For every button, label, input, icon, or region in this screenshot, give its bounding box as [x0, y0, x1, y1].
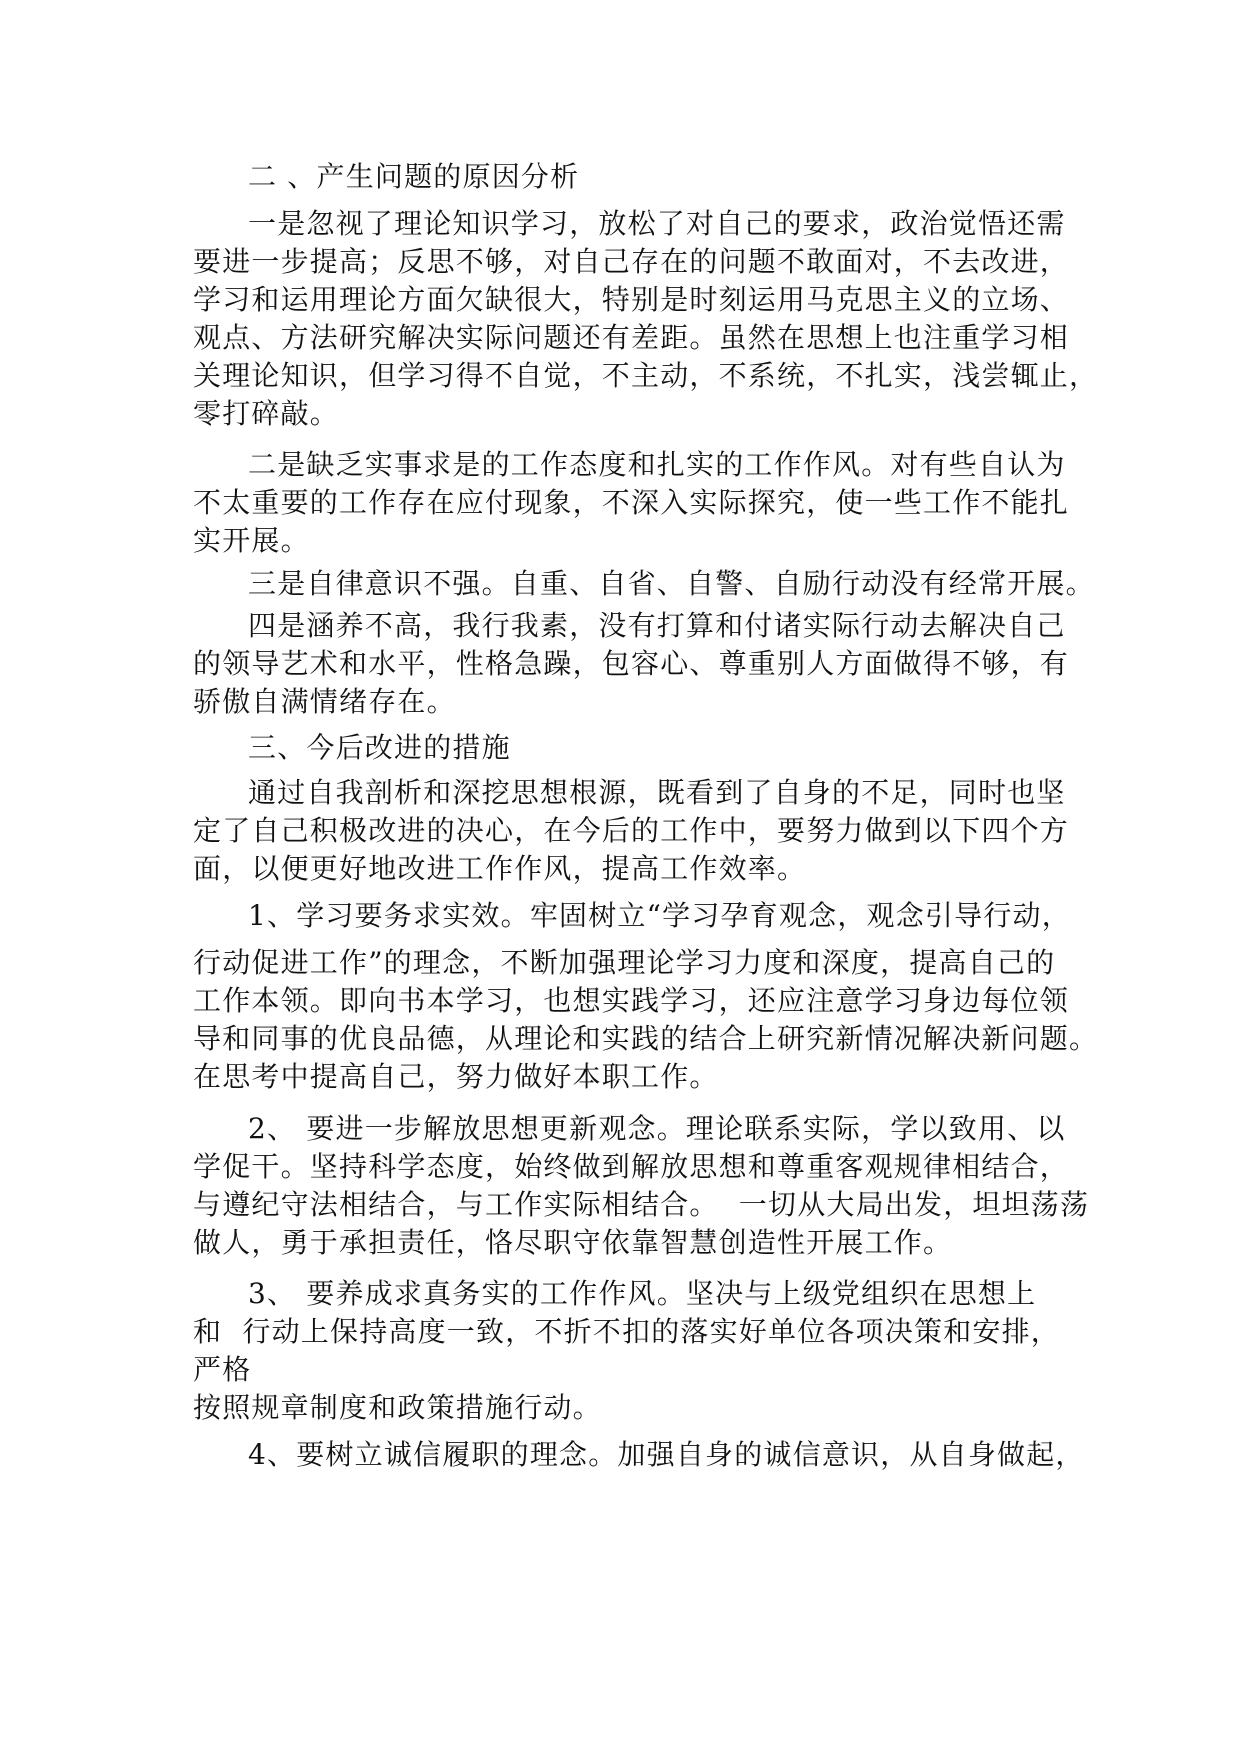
paragraph-line: 要进一步提高；反思不够，对自己存在的问题不敢面对，不去改进， [193, 245, 1070, 278]
paragraph-line: 按照规章制度和政策措施行动。 [193, 1391, 602, 1424]
section-heading-measures: 三、今后改进的措施 [248, 731, 511, 764]
paragraph-line: 学促干。坚持科学态度，始终做到解放思想和尊重客观规律相结合， [193, 1150, 1070, 1183]
paragraph-line: 学习和运用理论方面欠缺很大，特别是时刻运用马克思主义的立场、 [193, 283, 1070, 316]
paragraph-line: 3、 要养成求真务实的工作作风。坚决与上级党组织在思想上 [248, 1277, 1037, 1310]
paragraph-line: 定了自己积极改进的决心，在今后的工作中，要努力做到以下四个方 [193, 814, 1070, 847]
paragraph-line: 的领导艺术和水平，性格急躁，包容心、尊重别人方面做得不够，有 [193, 647, 1070, 680]
paragraph-line: 导和同事的优良品德，从理论和实践的结合上研究新情况解决新问题。 [193, 1022, 1099, 1055]
paragraph-line: 在思考中提高自己，努力做好本职工作。 [193, 1060, 719, 1093]
paragraph-line: 不太重要的工作存在应付现象，不深入实际探究，使一些工作不能扎 [193, 486, 1070, 519]
paragraph-line: 工作本领。即向书本学习，也想实践学习，还应注意学习身边每位领 [193, 984, 1070, 1017]
paragraph-line: 严格 [193, 1353, 252, 1386]
paragraph-line: 1、学习要务求实效。牢固树立“学习孕育观念，观念引导行动， [248, 899, 1071, 932]
paragraph-line: 做人，勇于承担责任，恪尽职守依靠智慧创造性开展工作。 [193, 1226, 953, 1259]
paragraph-line: 三是自律意识不强。自重、自省、自警、自励行动没有经常开展。 [248, 567, 1095, 600]
paragraph-line: 观点、方法研究解决实际问题还有差距。虽然在思想上也注重学习相 [193, 321, 1070, 354]
section-heading-causes: 二 、产生问题的原因分析 [248, 160, 580, 193]
paragraph-line: 实开展。 [193, 524, 310, 557]
paragraph-line: 和 行动上保持高度一致，不折不扣的落实好单位各项决策和安排， [193, 1315, 1061, 1348]
paragraph-line: 零打碎敲。 [193, 397, 340, 430]
paragraph-line: 与遵纪守法相结合，与工作实际相结合。 一切从大局出发，坦坦荡荡 [193, 1188, 1090, 1221]
paragraph-line: 四是涵养不高，我行我素，没有打算和付诸实际行动去解决自己 [248, 609, 1066, 642]
paragraph-line: 通过自我剖析和深挖思想根源，既看到了自身的不足，同时也坚 [248, 776, 1066, 809]
paragraph-line: 关理论知识，但学习得不自觉，不主动，不系统，不扎实，浅尝辄止， [193, 359, 1099, 392]
paragraph-line: 骄傲自满情绪存在。 [193, 685, 456, 718]
paragraph-line: 4、要树立诚信履职的理念。加强自身的诚信意识，从自身做起， [248, 1438, 1085, 1471]
paragraph-line: 2、 要进一步解放思想更新观念。理论联系实际，学以致用、以 [248, 1112, 1066, 1145]
paragraph-line: 行动促进工作”的理念，不断加强理论学习力度和深度，提高自己的 [193, 946, 1056, 979]
paragraph-line: 面，以便更好地改进工作作风，提高工作效率。 [193, 852, 807, 885]
paragraph-line: 一是忽视了理论知识学习，放松了对自己的要求，政治觉悟还需 [248, 207, 1066, 240]
paragraph-line: 二是缺乏实事求是的工作态度和扎实的工作作风。对有些自认为 [248, 448, 1066, 481]
